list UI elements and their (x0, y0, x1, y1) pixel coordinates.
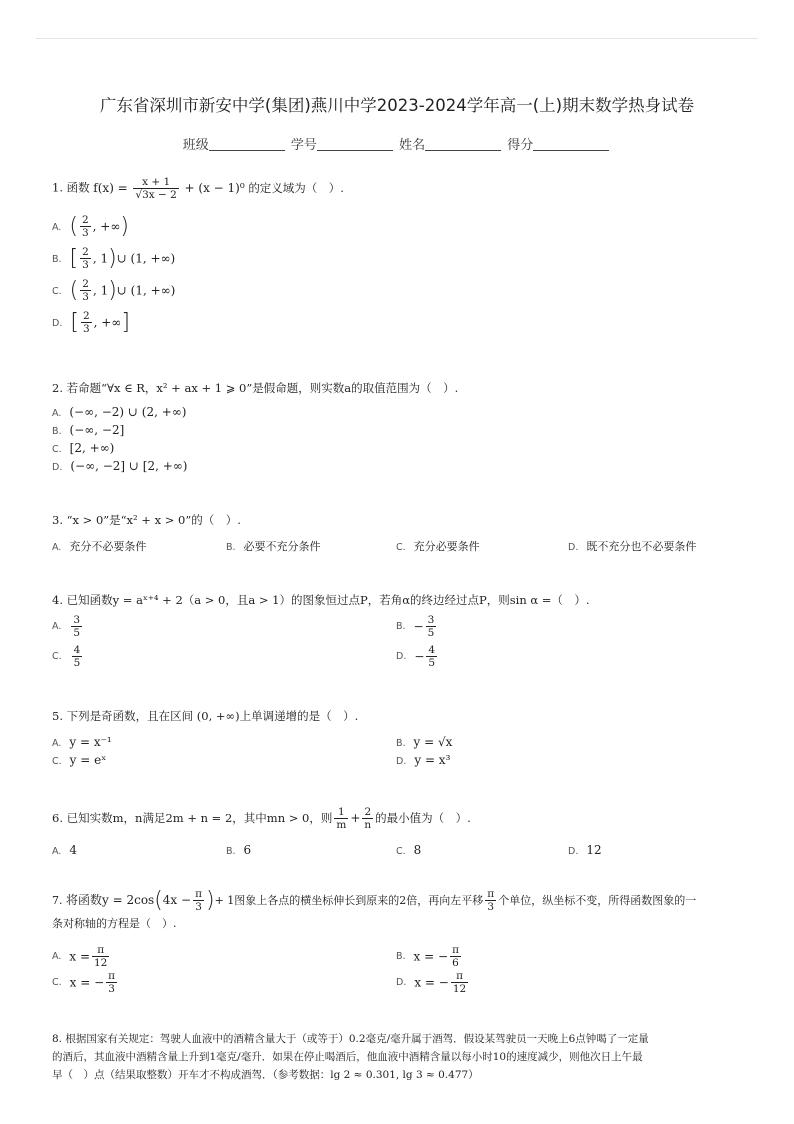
score-blank[interactable] (533, 138, 609, 151)
q6-option-a[interactable]: A. 4 (52, 843, 77, 857)
field-name: 姓名 (399, 134, 503, 153)
q3-option-b[interactable]: B. 必要不充分条件 (226, 540, 321, 553)
question-4-stem: 已知函数y = aˣ⁺⁴ + 2（a > 0，且a > 1）的图象恒过点P，若角α的终边经过点P，则sin α =（ ）. (66, 593, 590, 607)
question-3: 3. “x > 0”是“x² + x > 0”的（ ）. (52, 513, 241, 527)
q4-option-c[interactable]: C. $\frac{4}{5}$ (52, 644, 81, 669)
class-blank[interactable] (209, 138, 285, 151)
question-5-stem: 下列是奇函数，且在区间 (0, +∞)上单调递增的是（ ）. (66, 709, 359, 723)
q3-option-c[interactable]: C. 充分必要条件 (396, 540, 480, 553)
q5-option-c[interactable]: C. y = eˣ (52, 753, 107, 767)
question-1 (52, 176, 752, 201)
field-id: 学号 (291, 134, 395, 153)
q4-option-d[interactable]: D. − $\frac{4}{5}$ (396, 644, 436, 669)
q6-option-b[interactable]: B. 6 (226, 843, 252, 857)
question-5: 5. 下列是奇函数，且在区间 (0, +∞)上单调递增的是（ ）. (52, 709, 359, 723)
field-score: 得分 (507, 134, 611, 153)
q2-option-b[interactable]: B. (−∞, −2] (52, 423, 125, 437)
q6-option-c[interactable]: C. 8 (396, 843, 422, 857)
q1-option-a[interactable]: A. ( $\frac{2}{3}$ , +∞) (52, 214, 129, 239)
question-3-stem: “x > 0”是“x² + x > 0”的（ ）. (66, 513, 241, 527)
question-4: 4. 已知函数y = aˣ⁺⁴ + 2（a > 0，且a > 1）的图象恒过点P，若角α的终边经过点P，则sin α =（ ）. (52, 593, 590, 607)
q2-option-c[interactable]: C. [2, +∞) (52, 441, 115, 455)
q5-option-b[interactable]: B. y = √x (396, 735, 453, 749)
q5-option-d[interactable]: D. y = x³ (396, 753, 451, 767)
name-blank[interactable] (425, 138, 501, 151)
q3-option-a[interactable]: A. 充分不必要条件 (52, 540, 147, 553)
q1-option-c[interactable]: C. ( $\frac{2}{3}$ , 1)∪ (1, +∞) (52, 278, 176, 303)
question-8-line-1: 8. 根据国家有关规定：驾驶人血液中的酒精含量大于（或等于）0.2毫克/毫升属于酒驾．假设某驾驶员一天晚上6点钟喝了一定量 (52, 1033, 649, 1045)
question-7: 7. 将函数y = 2cos(4x − $\frac{\pi}{3}$ )+ 1图象上各点的横坐标伸长到原来的2倍，再向左平移 $\frac{\pi}{3}$ 个单位，纵坐标不变，所得函数图象的一 条对称轴的方程是（ ）. (52, 888, 758, 932)
q5-option-a[interactable]: A. y = x⁻¹ (52, 735, 112, 749)
top-rule (36, 38, 758, 39)
question-2: 2. 若命题“∀x ∈ R，x² + ax + 1 ⩾ 0”是假命题，则实数a的取值范围为（ ）. (52, 381, 459, 395)
q1-fraction: $\frac{x + 1}{√3x - 2}$ (135, 176, 177, 201)
q2-option-a[interactable]: A. (−∞, −2) ∪ (2, +∞) (52, 405, 187, 419)
q3-option-d[interactable]: D. 既不充分也不必要条件 (568, 540, 697, 553)
id-blank[interactable] (317, 138, 393, 151)
question-1-stem: 1. 函数 f(x) = $\frac{x + 1}{√3x - 2}$ + (x − 1)⁰ 的定义域为（ ）. (52, 176, 344, 201)
q7-option-d[interactable]: D. x = − $\frac{\pi}{12}$ (396, 970, 467, 995)
question-6: 6. 已知实数m，n满足2m + n = 2，其中mn > 0，则 $\frac{1}{m}$ + $\frac{2}{n}$ 的最小值为（ ）. (52, 806, 471, 831)
q7-option-b[interactable]: B. x = − $\frac{\pi}{6}$ (396, 944, 459, 969)
question-2-stem: 若命题“∀x ∈ R，x² + ax + 1 ⩾ 0”是假命题，则实数a的取值范围为（ ）. (66, 381, 459, 395)
q7-option-c[interactable]: C. x = − $\frac{\pi}{3}$ (52, 970, 116, 995)
question-8-line-3: 早（ ）点（结果取整数）开车才不构成酒驾．（参考数据：lg 2 ≈ 0.301, lg 3 ≈ 0.477） (52, 1069, 479, 1081)
q4-option-a[interactable]: A. $\frac{3}{5}$ (52, 614, 81, 639)
question-7-stem-line2: 条对称轴的方程是（ ）. (52, 917, 177, 930)
question-8 (52, 1030, 758, 1084)
page-title: 广东省深圳市新安中学(集团)燕川中学2023-2024学年高一(上)期末数学热身试卷 (99, 96, 695, 115)
q6-option-d[interactable]: D. 12 (568, 843, 602, 857)
q7-option-a[interactable]: A. x = $\frac{\pi}{12}$ (52, 944, 108, 969)
field-class: 班级 (183, 134, 287, 153)
q1-option-b[interactable]: B. [ $\frac{2}{3}$ , 1)∪ (1, +∞) (52, 246, 176, 271)
q4-option-b[interactable]: B. − $\frac{3}{5}$ (396, 614, 435, 639)
student-info-line (0, 134, 794, 153)
q2-option-d[interactable]: D. (−∞, −2] ∪ [2, +∞) (52, 459, 188, 473)
question-8-line-2: 的酒后，其血液中酒精含量上升到1毫克/毫升．如果在停止喝酒后，他血液中酒精含量以每小时10的速度减少，则他次日上午最 (52, 1051, 643, 1063)
q1-option-d[interactable]: D. [ $\frac{2}{3}$ , +∞] (52, 310, 130, 335)
